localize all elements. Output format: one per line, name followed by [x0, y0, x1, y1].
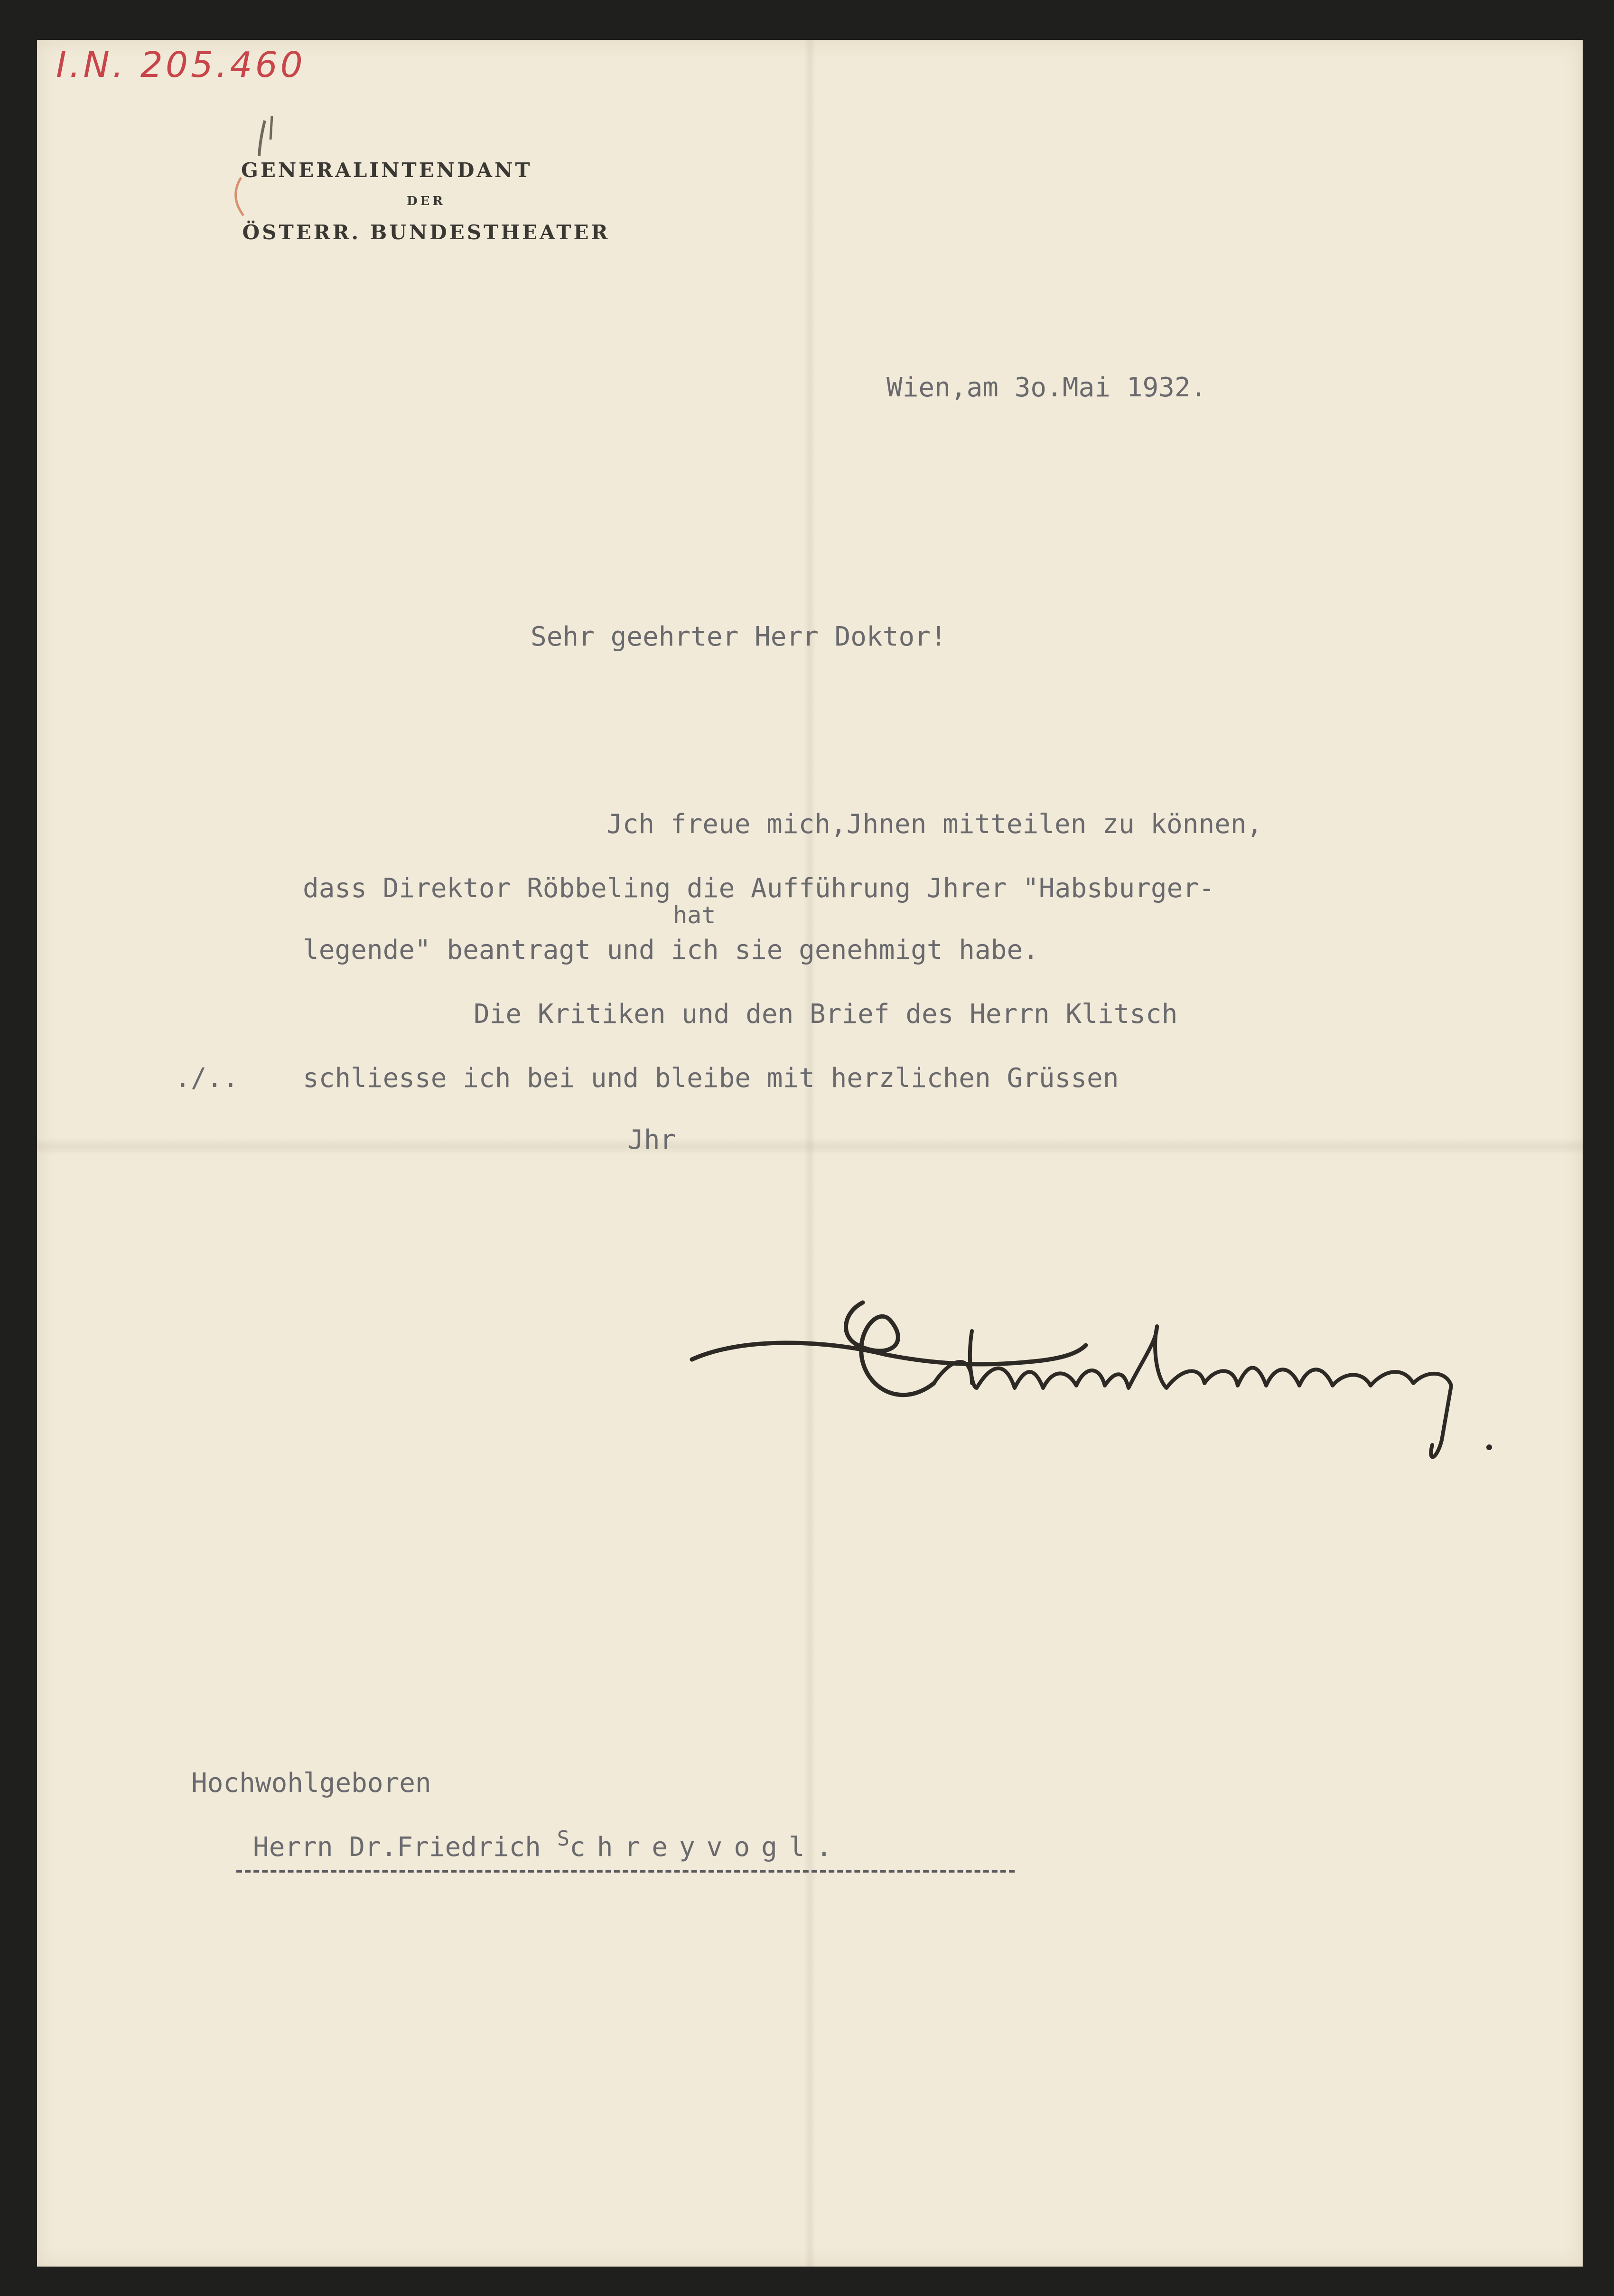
letterhead-der: DER — [407, 194, 446, 208]
address-underline — [236, 1870, 1015, 1873]
letterhead — [179, 159, 673, 244]
address-surname: chreyvogl. — [569, 1832, 844, 1863]
body-line-4: Die Kritiken und den Brief des Herrn Klitsch — [474, 999, 1178, 1030]
body-line-1: Jch freue mich,Jhnen mitteilen zu können, — [606, 809, 1263, 840]
address-prefix: Herrn Dr.Friedrich — [253, 1832, 557, 1863]
body-insertion: hat — [673, 901, 716, 929]
letterhead-institution: ÖSTERR. BUNDESTHEATER — [242, 221, 610, 244]
body-line-5: schliesse ich bei und bleibe mit herzlichen Grüssen — [303, 1063, 1119, 1094]
salutation: Sehr geehrter Herr Doktor! — [531, 621, 947, 652]
address-honorific: Hochwohlgeboren — [191, 1768, 431, 1799]
address-name — [253, 1827, 844, 1863]
letter-page — [37, 40, 1583, 2267]
handwritten-signature — [687, 1284, 1551, 1483]
address-surname-initial: S — [557, 1827, 570, 1851]
letterhead-title: GENERALINTENDANT — [241, 159, 532, 182]
body-line-2: dass Direktor Röbbeling die Aufführung Jhrer "Habsburger- — [303, 873, 1215, 904]
archive-number: I.N. 205.460 — [56, 45, 306, 85]
enclosure-mark: ./.. — [175, 1063, 239, 1094]
letter-date: Wien,am 3o.Mai 1932. — [886, 372, 1207, 403]
body-line-3: legende" beantragt und ich sie genehmigt habe. — [303, 935, 1039, 965]
closing: Jhr — [628, 1125, 676, 1155]
